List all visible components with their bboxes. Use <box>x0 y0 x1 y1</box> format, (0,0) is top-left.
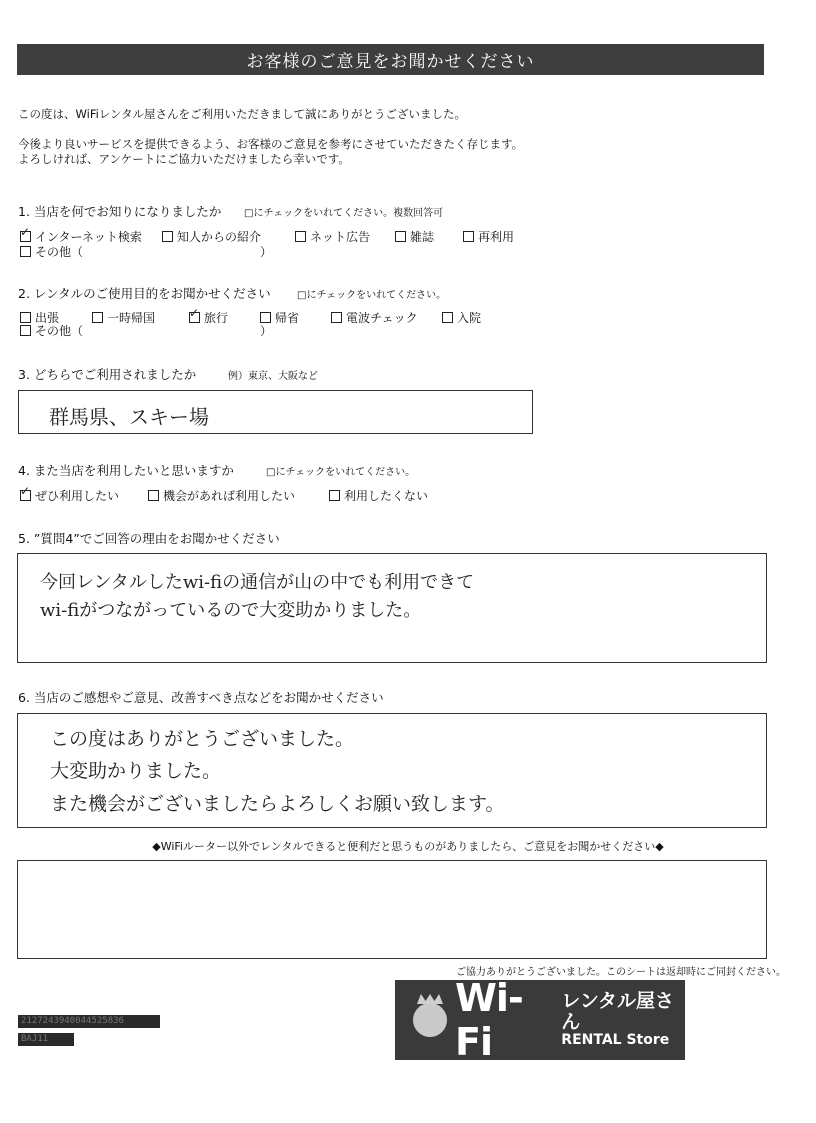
q2-option-label: 出張 <box>35 311 60 325</box>
q2-checkbox-travel[interactable] <box>189 312 200 323</box>
logo-wifi-text: Wi-Fi <box>455 976 523 1064</box>
q2-option-signal-check[interactable] <box>331 309 418 326</box>
q2-option-hospital[interactable] <box>442 309 481 326</box>
q7-title: ◆WiFiルーター以外でレンタルできると便利だと思うものがありましたら、ご意見をお聞かせください◆ <box>152 840 664 853</box>
q5-answer-line-1: 今回レンタルしたwi-fiの通信が山の中でも利用できて <box>40 572 475 593</box>
logo-right-block <box>561 991 685 1048</box>
logo-en-text: RENTAL Store <box>561 1032 670 1049</box>
q1-other-close: ） <box>260 245 273 259</box>
q1-option-label: 再利用 <box>478 230 515 244</box>
footer-thanks: ご協力ありがとうございました。このシートは返却時にご同封ください。 <box>456 967 786 978</box>
q1-option-net-ad[interactable] <box>295 228 370 245</box>
q4-option-label: 利用したくない <box>344 489 429 503</box>
q2-note: □にチェックをいれてください。 <box>297 290 447 301</box>
q4-option-definitely[interactable] <box>20 487 119 504</box>
crown-mascot-icon <box>413 1003 447 1037</box>
q1-option-magazine[interactable] <box>395 228 434 245</box>
q2-option-label: 帰省 <box>275 311 300 325</box>
q2-option-label: 入院 <box>457 311 482 325</box>
q2-option-travel[interactable] <box>189 309 228 326</box>
q2-option-other[interactable] <box>20 322 83 339</box>
q2-checkbox-hospital[interactable] <box>442 312 453 323</box>
q3-note: 例）東京、大阪など <box>228 371 318 382</box>
q1-checkbox-reuse[interactable] <box>463 231 474 242</box>
q2-option-label: 旅行 <box>204 311 229 325</box>
q4-title: 4. また当店を利用したいと思いますか <box>18 463 234 478</box>
q2-title: 2. レンタルのご使用目的をお聞かせください <box>18 286 271 301</box>
q2-other-label: その他（ <box>35 324 84 338</box>
q3-answer-box[interactable] <box>18 390 533 434</box>
q1-option-label: 雑誌 <box>410 230 435 244</box>
intro-line-1: この度は、WiFiレンタル屋さんをご利用いただきまして誠にありがとうございました。 <box>18 107 467 121</box>
q2-checkbox-other[interactable] <box>20 325 31 336</box>
q5-answer-line-2: wi-fiがつながっているので大変助かりました。 <box>40 600 422 621</box>
q1-checkbox-referral[interactable] <box>162 231 173 242</box>
brand-logo <box>395 976 685 1064</box>
q4-option-no[interactable] <box>329 487 428 504</box>
q4-checkbox-no[interactable] <box>329 490 340 501</box>
q4-option-if-chance[interactable] <box>148 487 295 504</box>
q5-title: 5. ”質問4”でご回答の理由をお聞かせください <box>18 531 280 546</box>
q4-note: □にチェックをいれてください。 <box>266 467 416 478</box>
q2-checkbox-temporary-return[interactable] <box>92 312 103 323</box>
q1-checkbox-magazine[interactable] <box>395 231 406 242</box>
q1-option-label: ネット広告 <box>310 230 371 244</box>
q7-answer-box[interactable] <box>17 860 767 959</box>
q6-title: 6. 当店のご感想やご意見、改善すべき点などをお聞かせください <box>18 690 384 705</box>
barcode-label: 2127243940044525836 <box>18 1015 160 1028</box>
intro-line-2: 今後より良いサービスを提供できるよう、お客様のご意見を参考にさせていただきたく存じます。 <box>18 137 524 151</box>
q1-option-label: 知人からの紹介 <box>177 230 262 244</box>
q1-checkbox-internet-search[interactable] <box>20 231 31 242</box>
q6-answer-line-2: 大変助かりました。 <box>50 760 222 782</box>
q1-checkbox-other[interactable] <box>20 246 31 257</box>
survey-title: お客様のご意見をお聞かせください <box>246 52 535 72</box>
q1-title: 1. 当店を何でお知りになりましたか <box>18 204 222 219</box>
q2-option-label: 電波チェック <box>346 311 418 325</box>
q1-option-referral[interactable] <box>162 228 261 245</box>
logo-jp-text: レンタル屋さん <box>561 990 675 1034</box>
q1-checkbox-net-ad[interactable] <box>295 231 306 242</box>
q6-answer-line-3: また機会がございましたらよろしくお願い致します。 <box>50 793 505 815</box>
q4-option-label: ぜひ利用したい <box>35 489 120 503</box>
q6-answer-line-1: この度はありがとうございました。 <box>50 728 355 750</box>
q1-option-other[interactable] <box>20 243 83 260</box>
q5-answer-box[interactable] <box>17 553 767 663</box>
q3-answer-text: 群馬県、スキー場 <box>49 405 209 429</box>
q2-option-temporary-return[interactable] <box>92 309 155 326</box>
q2-other-close: ） <box>260 324 273 338</box>
q1-option-label: インターネット検索 <box>35 230 142 244</box>
q6-answer-box[interactable] <box>17 713 767 828</box>
q1-other-label: その他（ <box>35 245 84 259</box>
q4-option-label: 機会があれば利用したい <box>163 489 296 503</box>
intro-line-3: よろしければ、アンケートにご協力いただけましたら幸いです。 <box>18 152 350 166</box>
survey-header-banner <box>17 44 764 75</box>
q2-checkbox-signal-check[interactable] <box>331 312 342 323</box>
q1-note: □にチェックをいれてください。複数回答可 <box>244 208 444 219</box>
q1-option-reuse[interactable] <box>463 228 514 245</box>
q4-checkbox-if-chance[interactable] <box>148 490 159 501</box>
code-label: BAJ11 <box>18 1033 74 1046</box>
q4-checkbox-definitely[interactable] <box>20 490 31 501</box>
q3-title: 3. どちらでご利用されましたか <box>18 367 197 382</box>
q2-option-label: 一時帰国 <box>107 311 156 325</box>
